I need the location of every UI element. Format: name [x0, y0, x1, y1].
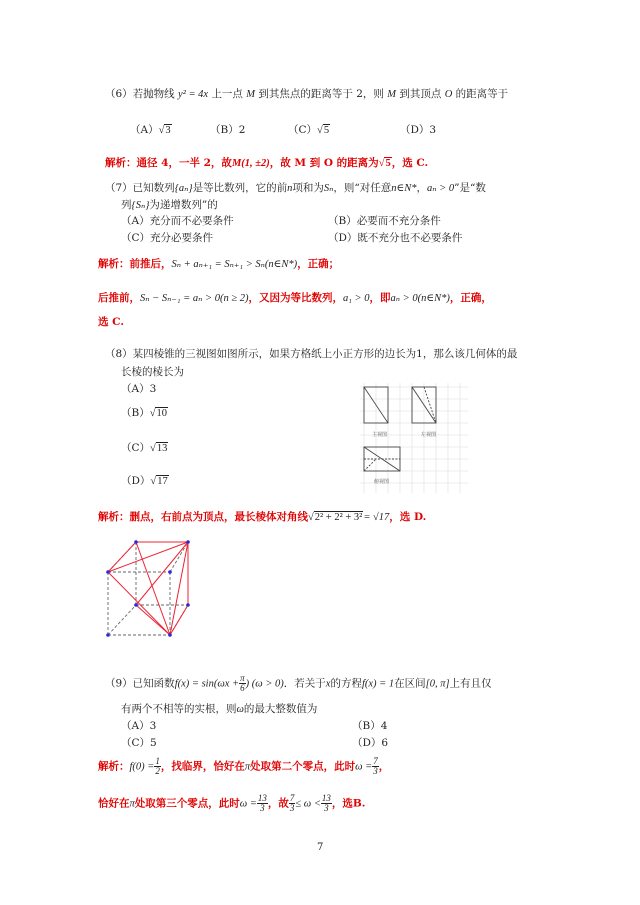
q8-option-b: （B）√10: [121, 407, 167, 419]
q9-stem-line1: （9）已知函数f(x) = sin(ωx + $\frac{\pi}{6}$ ) (ω > 0)．若关于x的方程f(x) = 1在区间[0, π]上有且仅: [105, 673, 492, 693]
q8-option-a: （A）3: [121, 383, 157, 395]
q6-stem: （6）若抛物线 y² = 4x 上一点 M 到其焦点的距离等于 2，则 M 到其顶点 O 的距离等于: [105, 88, 509, 100]
q7-solution-line3: 选 C.: [98, 316, 124, 328]
q9-option-a: （A）3: [121, 720, 157, 732]
q9-option-c: （C）5: [121, 737, 157, 749]
q7-solution-line2: 后推前，Sₙ − Sₙ₋₁ = aₙ > 0(n ≥ 2)，又因为等比数列，a₁ > 0，即aₙ > 0(n∈N*)，正确，: [98, 292, 492, 304]
q9-option-b: （B）4: [352, 720, 388, 732]
q8-option-c: （C）√13: [121, 442, 168, 454]
q7-stem-line2: 列{Sₙ}为递增数列”的: [121, 199, 218, 211]
q7-option-d: （D）既不充分也不必要条件: [328, 232, 463, 244]
q9-stem-line2: 有两个不相等的实根，则ω的最大整数值为: [121, 703, 318, 715]
q6-option-a: （A）√3: [130, 124, 171, 136]
q7-option-a: （A）充分而不必要条件: [121, 215, 234, 227]
q8-solution: 解析：删点，右前点为顶点，最长棱体对角线√2² + 2² + 3²= √17，选 D.: [98, 511, 427, 523]
q9-solution-line1: 解析：f(0) = $\frac{1}{2}$ ，找临界，恰好在π处取第二个零点，此时ω = $\frac{7}{3}$ ，: [98, 756, 390, 776]
front-view-label: 主视图: [372, 432, 388, 438]
page-number: 7: [317, 842, 324, 853]
q8-three-view-diagram: [360, 383, 468, 493]
q6-option-b: （B）2: [210, 124, 246, 136]
q8-cube-diagram: [100, 535, 220, 641]
q7-option-c: （C）充分必要条件: [121, 232, 214, 244]
q6-solution: 解析：通径 4，一半 2，故M(1, ±2)，故 M 到 O 的距离为√5，选 C.: [105, 157, 429, 169]
q9-option-d: （D）6: [352, 737, 389, 749]
q8-stem-line1: （8）某四棱锥的三视图如图所示，如果方格纸上小正方形的边长为1，那么该几何体的最: [105, 348, 518, 360]
q9-solution-line2: 恰好在π处取第三个零点，此时ω = $\frac{13}{3}$ ，故 $\frac{7}{3}$ ≤ ω < $\frac{13}{3}$ ，选B.: [98, 793, 366, 813]
q7-solution-line1: 解析：前推后，Sₙ + aₙ₊₁ = Sₙ₊₁ > Sₙ(n∈N*)，正确；: [98, 258, 340, 270]
q7-stem-line1: （7）已知数列{aₙ}是等比数列，它的前n项和为Sₙ，则“对任意n∈N*，aₙ > 0”是“数: [105, 182, 486, 194]
q8-stem-line2: 长棱的棱长为: [121, 366, 184, 378]
q6-option-c: （C）√5: [288, 124, 330, 136]
top-view-label: 俯视图: [374, 479, 390, 485]
left-view-label: 左视图: [421, 432, 437, 438]
q7-option-b: （B）必要而不充分条件: [328, 215, 441, 227]
q8-option-d: （D）√17: [121, 475, 168, 487]
q6-option-d: （D）3: [400, 124, 437, 136]
